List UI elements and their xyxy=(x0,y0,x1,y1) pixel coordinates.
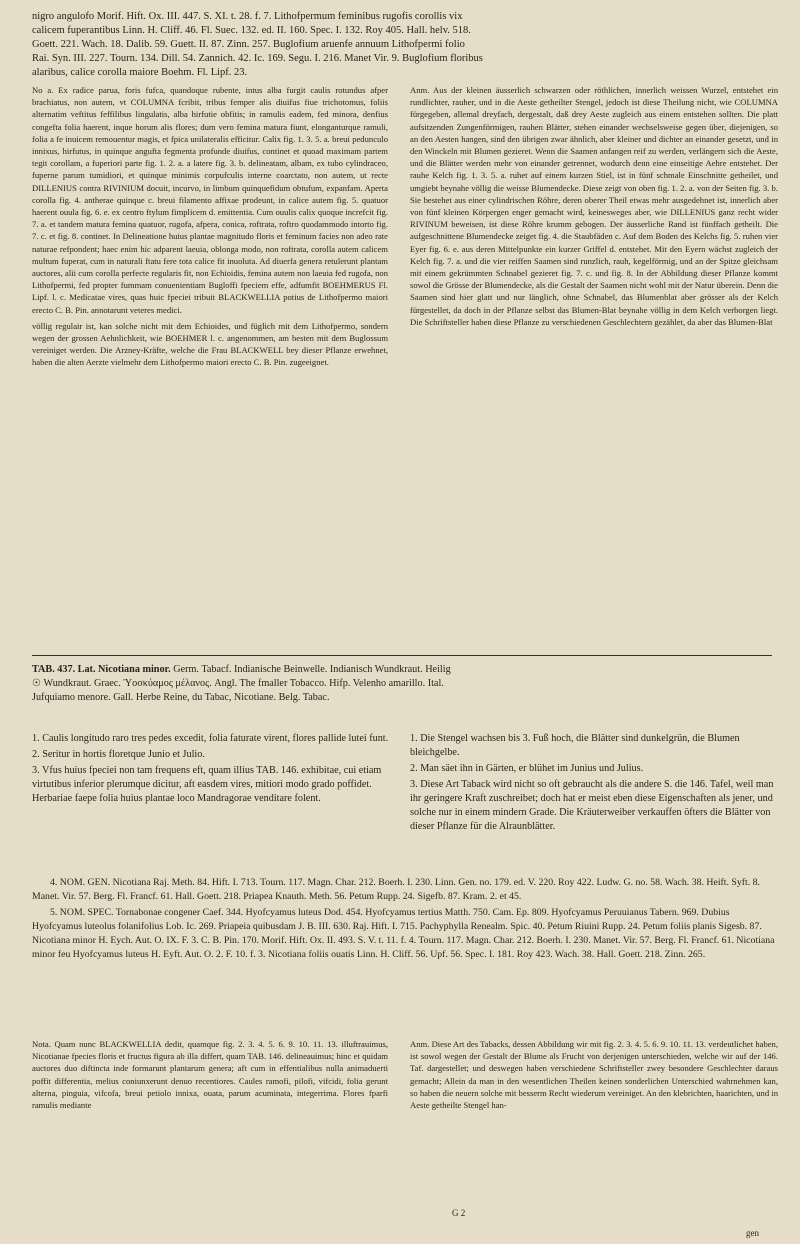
latin-continuation: völlig regulair ist, kan solche nicht mit dem Echioides, und füglich mit dem Lithofpermo, sondern wegen der grossen Aehnlichkeit, wie BOEHMER l. c. angenommen, am besten mit dem Buglossum vereiniget werden. Die Arzney-Kräfte, welche die Frau BLACKWELL bey dieser Pflanze erwehnet, haben die alten Aerzte vielmehr dem Lithofpermo maiori erecto C. B. Pin. zugeeignet. xyxy=(32,320,388,368)
tab-heading xyxy=(32,663,780,705)
item-latin-1: 1. Caulis longitudo raro tres pedes excedit, folia faturate virent, flores pallide lutei funt. xyxy=(32,733,389,744)
page-header-text xyxy=(32,10,782,80)
tab-line-3: Jufquiamo menore. Gall. Herbe Reine, du Tabac, Nicotiane. Belg. Tabac. xyxy=(32,692,330,704)
item-german-1: 1. Die Stengel wachsen bis 3. Fuß hoch, die Blätter sind dunkelgrün, die Blumen bleichgelbe. xyxy=(410,733,740,759)
two-column-description xyxy=(32,84,780,649)
header-line-2: calicem fuperantibus Linn. H. Cliff. 46. Fl. Suec. 132. ed. II. 160. Spec. I. 132. Roy 405. Hall. helv. 518. xyxy=(32,25,471,37)
header-line-4: Rai. Syn. III. 227. Tourn. 134. Dill. 54. Zannich. 42. Ic. 169. Segu. I. 216. Manet Vir. 9. Buglofium floribus xyxy=(32,53,483,65)
item-german-2: 2. Man säet ihn in Gärten, er blühet im Junius und Julius. xyxy=(410,763,644,775)
german-column xyxy=(410,84,778,328)
item-latin-3: 3. Vfus huius fpeciei non tam frequens eft, quam illius TAB. 146. exhibitae, cui etiam virtutibus inferior plerumque dicitur, aft easdem vires, mitiori modo grado poffidet. Herbariae faepe folia huius plantae loco Mandragorae venditare folent. xyxy=(32,765,382,805)
notes-block xyxy=(32,1038,780,1218)
catchword: gen xyxy=(746,1228,759,1238)
tab-title-german: Germ. Tabacf. Indianische Beinwelle. Indianisch Wundkraut. Heilig xyxy=(173,664,451,675)
nom-gen: 4. NOM. GEN. Nicotiana Raj. Meth. 84. Hift. I. 713. Tourn. 117. Magn. Char. 212. Boerh. I. 230. Linn. Gen. no. 179. ed. V. 220. Roy 422. Ludw. G. no. 58. Wach. 38. Heift. Syft. 8. Manet. Vir. 57. Berg. Fl. Francf. 61. Hall. Goett. 218. Priapea Knauth. Meth. 56. Petum Rupp. 24. Sigefb. 87. Kram. 2. et 45. xyxy=(32,877,761,902)
latin-column xyxy=(32,84,388,369)
numbered-items xyxy=(32,732,780,872)
tab-line-2: ☉ Wundkraut. Graec. Ὑοσκύαμος μέλανος. Angl. The fmaller Tobacco. Hifp. Velenho amarillo. Ital. xyxy=(32,678,444,690)
section-divider xyxy=(32,655,772,656)
header-line-5: alaribus, calice corolla maiore Boehm. Fl. Lipf. 23. xyxy=(32,67,248,79)
german-description: Anm. Aus der kleinen äusserlich schwarzen oder röthlichen, innerlich weissen Wurzel, entstehet ein rundlichter, rauher, und in die Aeste getheilter Stengel, jedoch ist diese Theilung nicht, wie COLUMNA fürgegeben, allemal dreyfach, dergestalt, daß drey Aeste zugleich aus einem entstehen sollten. Die platt aufsitzenden Zungenförmigen, rauhen Blätter, stehen einander wechselsweise gegen über, diejenigen, so an den Aesten hangen, sind den übrigen zwar ähnlich, aber kleiner und dichter an einander gesetzt, und in den Winckeln mit Blumen gezieret. Wenn die Saamen anfangen reif zu werden, verlängern sich die Aeste, und die Blätter werden mehr von einander getrennet, wodurch denn eine einseitige Aehre entstehet. Der rauhe Kelch fig. 1. 3. 5. a. ruhet auf einem kurzen Stiel, ist in fünf schmale Einschnitte getheilet, und umgiebt beynahe völlig die weisse Blumendecke. Diese zeigt von oben fig. 1. 2. a. von der Seiten fig. 3. b. Sie bestehet aus einer cylindrischen Röhre, deren oberer Theil etwas mehr ausgedehnet ist, innerlich aber von fünf kleinen Körpergen enger gemacht wird, keinesweges aber, wie DILLENIUS ganz recht wider RIVINUM beweisen, ist diese Röhre krumm gebogen. Der äusserliche Rand ist fünffach getheilt. Die aufgeschnittene Blumendecke zeiget fig. 4. die Staubfäden c. Auf dem Boden des Kelchs fig. 5. ruhen vier Eyer fig. 6. e. aus deren Mittelpunkte ein kurzer Griffel d. entstehet. Mit den Eyern wächst zugleich der Kelch fig. 7. a. und die vier reiffen Saamen sind runzlich, rauh, kegelförmig, und an der Spitze gleichsam mit einem gekrümmten Schnabel gezieret fig. 7. c. und fig. 8. In der Abbildung dieser Pflanze kommt sowol die Grösse der Blumendecke, als die Gestalt der Saamen nicht wohl mit der Natur überein. Denn die Saamen sind hier glatt und nur länglich, ohne Schnabel, das Blumenblat aber grösser als der Kelch fürgestellet, da doch in der Pflanze selbst das Blumen-Blat beynahe völlig in dem Kelch verborgen liegt. Die Schriftsteller haben diese Pflanze zu verschiedenen Geschlechtern gezählet, da aber das Blumen-Blat xyxy=(410,85,778,327)
header-line-3: Goett. 221. Wach. 18. Dalib. 59. Guett. II. 87. Zinn. 257. Buglofium aruenfe annuum Lithofpermi folio xyxy=(32,39,465,51)
latin-description: No a. Ex radice parua, foris fufca, quandoque rubente, intus alba furgit caulis rotundus afper brachiatus, non autem, vt COLUMNA fcribit, tribus femper alis diuifus fiue trichotomus, foliis alternatim veftitus feffilibus lingulatis, alba hirfutie obfitis; in ramulis eadem, fed minora, denfius congefta folia haerent, inque horum alis flores; dum vero femina matura fiunt, elonganturque ramuli, folia a fe inuicem remouentur magis, et fpica unilateralis efficitur. Calix fig. 1. 3. 5. a. breui pedunculo innixus, hirfutus, in quinque angufta fegmenta profunde diuifus, continet et quoad maximam partem tegit corollam, a fuperiori parte fig. 1. 2. a. a latere fig. 3. b. delineatam, albam, ex tubo cylindraceo, fuperne parum tumidiori, et quinque minimis corpufculis interne coarctato, non autem, ut recte DILLENIUS contra RIVINIUM docuit, incurvo, in limbum quinquefidum obtufum, expanfam. Aperta corolla fig. 4. antherae quinque c. breui filamento affixae prodeunt, in calice autem fig. 5. quatuor haerent ouula fig. 6. e. ex centro ftylum fimplicem d. emittentia. Cum ouulis calix quoque increfcit fig. 7. a. et tandem matura femina quatuor, rugofa, afpera, conica, roftrata, roftro quodammodo intorto fig. 7. c. et fig. 8. continet. In Delineatione huius plantae magnitudo floris et feminum facies non adeo rate naturae refpondent; haec enim hic adparent laeuia, oblonga modo, non roftrata, corolla autem calicem multum fuperat, cum in naturali ftatu fere tota calice fit inuoluta. Ad diuerfa genera retulerunt plantam auctores, alii cum corolla perfecte regularis fit, non Echioidis, femina autem non laeuia fed rugofa, non Lithofpermi, fed propter fummam conuenientiam Bugloffi fpeciem effe, adfumfit BOEHMERUS Fl. Lipf. l. c. Medicatae vires, quas huic fpeciei tribuit BLACKWELLIA potius de Lithofpermo maiori erecto C. B. Pin. annotarunt veteres medici. xyxy=(32,85,388,315)
nom-spec: 5. NOM. SPEC. Tornabonae congener Caef. 344. Hyofcyamus luteus Dod. 454. Hyofcyamus tertius Matth. 750. Cam. Ep. 809. Hyofcyamus Peruuianus Tabern. 969. Dubius Hyofcyamus luteolus folanifolius Lob. Ic. 269. Priapeia quibusdam J. B. III. 630. Raj. Hift. I. 715. Pachyphylla Renealm. Spic. 40. Petum Riuini Rupp. 24. Petum foliis planis Sigesb. 87. Nicotiana minor H. Eych. Aut. O. IX. F. 3. C. B. Pin. 170. Morif. Hift. Ox. II. 493. S. V. t. 11. f. 4. Tourn. 117. Magn. Char. 212. Boerh. I. 230. Manet. Vir. 57. Berg. Fl. Francf. 61. Nicotiana minor feu Hyofcyamus luteus H. Eyft. Aut. O. 2. F. 10. f. 3. Nicotiana foliis ouatis Linn. H. Cliff. 56. Upf. 56. Spec. I. 181. Roy 423. Wach. 38. Hall. Goett. 218. Zinn. 265. xyxy=(32,907,775,960)
items-german xyxy=(410,732,778,837)
german-note xyxy=(410,1038,778,1111)
tab-title-latin: TAB. 437. Lat. Nicotiana minor. xyxy=(32,664,171,675)
latin-note xyxy=(32,1038,388,1111)
latin-note-text: Nota. Quam nunc BLACKWELLIA dedit, quamque fig. 2. 3. 4. 5. 6. 9. 10. 11. 13. illuftrauimus, Nicotianae fpecies floris et fructus figura ab illa differt, quam TAB. 146. delineauimus; hinc et quidam auctores duo diftincta inde formarunt plantarum genera; aft cum in effentialibus nulla animaduerti poffit differentia, melius coniunxerunt denuo recentiores. Caules ramofi, pilofi, vifcidi, folia gerunt alterna, pinguia, vifcofa, breui petiolo innixa, ouata, parum acuminata, integerrima. Flores fparfi ramulis mediante xyxy=(32,1039,388,1111)
item-latin-2: 2. Seritur in hortis floretque Junio et Julio. xyxy=(32,749,205,761)
tab-title-line xyxy=(32,663,780,677)
german-note-text: Anm. Diese Art des Tabacks, dessen Abbildung wir mit fig. 2. 3. 4. 5. 6. 9. 10. 11. 13. verdeutlichet haben, ist sowol wegen der Gestalt der Blume als Frucht von derjenigen unterschieden, welche wir auf der 146. Taf. dargestellet; und deswegen haben verschiedene Schriftsteller zwey besondere Geschlechter daraus gemacht; Allein da man in den wesentlichen Theilen keinen sonderlichen Unterschied wahrnehmen kan, so haben die neuern solche mit besserm Recht wiederum vereiniget. An den klebrichten, haarichten, und in Aeste getheilte Stengel han- xyxy=(410,1039,778,1111)
header-line-1: nigro angulofo Morif. Hift. Ox. III. 447. S. XI. t. 28. f. 7. Lithofpermum feminibus rugofis corollis vix xyxy=(32,11,463,22)
item-german-3: 3. Diese Art Taback wird nicht so oft gebraucht als die andere S. die 146. Tafel, weil man ihr geringere Kraft zuschreibet; doch hat er meist eben diese Eigenschaften als jener, und solche nur in einem mindern Grade. Die Kräuterweiber verkauffen öfters die Blätter von dieser Pflanze für die Alraunblätter. xyxy=(410,779,774,833)
signature-mark: G 2 xyxy=(452,1208,466,1218)
nomenclature-block xyxy=(32,876,780,964)
items-latin xyxy=(32,732,392,808)
